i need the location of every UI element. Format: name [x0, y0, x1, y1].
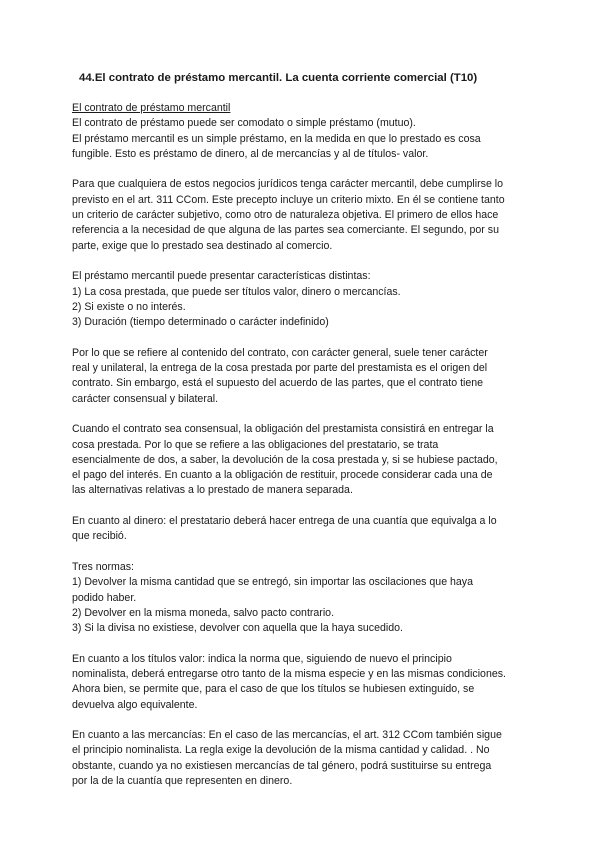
text-line: Cuando el contrato sea consensual, la obligación del prestamista consistirá en entregar la [72, 423, 494, 436]
text-line: fungible. Esto es préstamo de dinero, al de mercancías y al de títulos- valor. [72, 147, 429, 160]
paragraph [72, 177, 542, 253]
text-line: El contrato de préstamo puede ser comodato o simple préstamo (mutuo). [72, 117, 416, 130]
text-line: podido haber. [72, 591, 137, 604]
page-title: 44.El contrato de préstamo mercantil. La cuenta corriente comercial (T10) [79, 72, 478, 84]
text-line: En cuanto a las mercancías: En el caso de las mercancías, el art. 312 CCom también sigue [72, 729, 502, 742]
text-line: contrato. Sin embargo, está el supuesto del acuerdo de las partes, que el contrato tiene [72, 377, 484, 390]
paragraph [72, 514, 542, 545]
text-line: 1) Devolver la misma cantidad que se entregó, sin importar las oscilaciones que haya [72, 576, 474, 589]
text-line: referencia a la necesidad de que alguna de las partes sea comerciante. El segundo, por su [72, 224, 499, 237]
text-line: Para que cualquiera de estos negocios jurídicos tenga carácter mercantil, debe cumplirse lo [72, 178, 504, 191]
text-line: carácter consensual y bilateral. [72, 392, 219, 405]
text-line: real y unilateral, la entrega de la cosa prestada por parte del prestamista es el origen del [72, 362, 488, 375]
text-line: Ahora bien, se permite que, para el caso de que los títulos se hubiesen extinguido, se [72, 683, 475, 696]
text-line: previsto en el art. 311 CCom. Este precepto incluye un criterio mixto. En él se contiene tanto [72, 193, 505, 206]
paragraph-list [72, 116, 542, 789]
text-line: 2) Devolver en la misma moneda, salvo pacto contrario. [72, 606, 335, 619]
text-line: por la de la cuantía que representen en dinero. [72, 775, 293, 788]
text-line: 3) Duración (tiempo determinado o carácter indefinido) [72, 316, 329, 329]
paragraph [72, 116, 542, 162]
section-heading: El contrato de préstamo mercantil [72, 102, 231, 114]
text-line: esencialmente de dos, a saber, la devolución de la cosa prestada y, si se hubiese pactado, [72, 453, 498, 466]
text-line: El préstamo mercantil es un simple préstamo, en la medida en que lo prestado es cosa [72, 132, 481, 145]
paragraph [72, 728, 542, 789]
text-line: cosa prestada. Por lo que se refiere a las obligaciones del prestatario, se trata [72, 438, 439, 451]
paragraph [72, 422, 542, 498]
paragraph [72, 269, 542, 330]
text-line: El préstamo mercantil puede presentar características distintas: [72, 270, 371, 283]
text-line: parte, exige que lo prestado sea destinado al comercio. [72, 239, 333, 252]
text-line: el pago del interés. En cuanto a la obligación de restituir, procede considerar cada una de [72, 469, 493, 482]
text-line: el principio nominalista. La regla exige la devolución de la misma cantidad y calidad. . No [72, 744, 490, 757]
text-line: 2) Si existe o no interés. [72, 300, 186, 313]
text-line: Tres normas: [72, 560, 135, 573]
text-line: 3) Si la divisa no existiese, devolver con aquella que la haya sucedido. [72, 622, 403, 635]
text-line: Por lo que se refiere al contenido del contrato, con carácter general, suele tener carácter [72, 346, 488, 359]
text-line: las alternativas relativas a lo prestado de manera separada. [72, 484, 353, 497]
text-line: 1) La cosa prestada, que puede ser títulos valor, dinero o mercancías. [72, 285, 401, 298]
text-line: En cuanto al dinero: el prestatario deberá hacer entrega de una cuantía que equivalga a lo [72, 515, 497, 528]
text-line: nominalista, deberá entregarse otro tanto de la misma especie y en las mismas condiciones. [72, 667, 506, 680]
paragraph [72, 652, 542, 713]
paragraph [72, 560, 542, 636]
document-body [72, 101, 542, 805]
text-line: En cuanto a los títulos valor: indica la norma que, siguiendo de nuevo el principio [72, 652, 452, 665]
paragraph [72, 346, 542, 407]
text-line: devuelva algo equivalente. [72, 698, 198, 711]
text-line: un criterio de carácter subjetivo, como otro de naturaleza objetiva. El primero de ellos hace [72, 209, 499, 222]
text-line: obstante, cuando ya no existiesen mercancías de tal género, podrá sustituirse su entrega [72, 759, 492, 772]
text-line: que recibió. [72, 530, 127, 543]
